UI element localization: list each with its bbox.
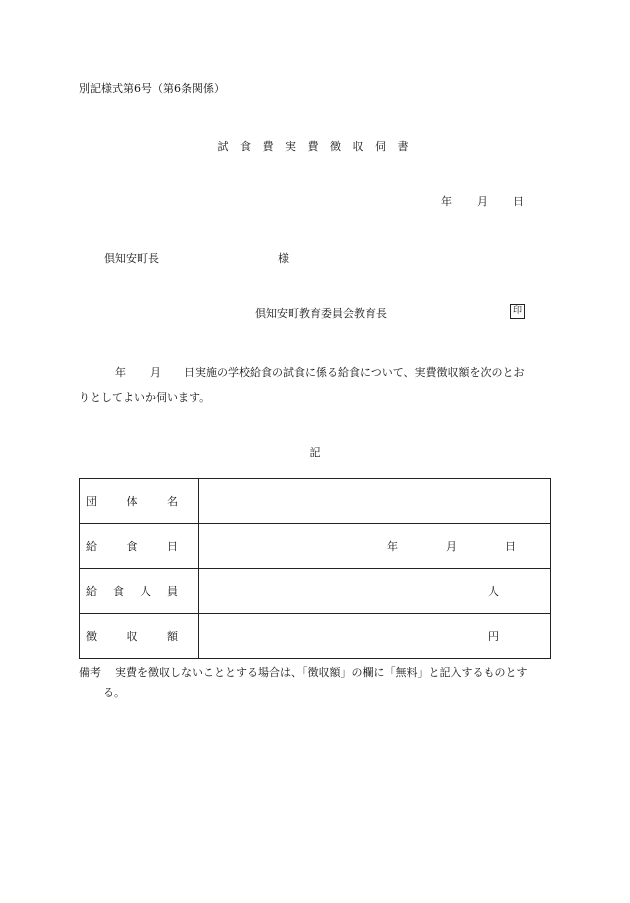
- row-label-char: 日: [167, 540, 178, 553]
- form-reference: 別記様式第6号（第6条関係）: [79, 82, 225, 95]
- row-label-char: 収: [126, 630, 138, 643]
- body-paragraph: [79, 360, 551, 410]
- body-month: 月: [150, 366, 161, 379]
- addressee-honorific: 様: [278, 252, 289, 265]
- document-title: 試 食 費 実 費 徴 収 伺 書: [217, 140, 413, 153]
- row-label: [80, 614, 199, 659]
- table-row: [80, 524, 551, 569]
- body-text-line1: 日実施の学校給食の試食に係る給食について、実費徴収額を次のとお: [184, 366, 525, 379]
- row-label-char: 名: [167, 495, 178, 508]
- row-unit: 円: [488, 630, 499, 643]
- seal-mark: 印: [510, 304, 525, 319]
- date-line: [441, 193, 524, 209]
- row-date-day: 日: [505, 540, 516, 553]
- ki-heading: 記: [309, 446, 321, 459]
- table-row: [80, 479, 551, 524]
- row-label-char: 額: [167, 630, 178, 643]
- row-date-month: 月: [446, 540, 457, 553]
- remark-text-line2: る。: [103, 686, 125, 699]
- table-row: [80, 569, 551, 614]
- row-label-char: 団: [86, 495, 97, 508]
- table-row: [80, 614, 551, 659]
- row-label-char: 食: [126, 540, 138, 553]
- body-text-line2: りとしてよいか伺います。: [79, 391, 211, 404]
- sender-name: 倶知安町教育委員会教育長: [255, 307, 387, 320]
- date-year-label: 年: [441, 195, 452, 208]
- row-label: [80, 524, 199, 569]
- detail-table: [79, 478, 551, 659]
- date-day-label: 日: [513, 195, 524, 208]
- row-label-char: 人: [140, 585, 151, 598]
- remark-note: [79, 663, 551, 703]
- row-label-char: 徴: [86, 630, 97, 643]
- row-label-char: 食: [113, 585, 124, 598]
- row-label-char: 給: [86, 540, 97, 553]
- body-year: 年: [115, 366, 126, 379]
- addressee-name: 倶知安町長: [104, 252, 159, 265]
- date-month-label: 月: [477, 195, 488, 208]
- row-label-char: 員: [167, 585, 178, 598]
- row-value: [199, 569, 551, 614]
- row-value: [199, 614, 551, 659]
- row-label: [80, 569, 199, 614]
- row-label: [80, 479, 199, 524]
- row-label-char: 体: [126, 495, 138, 508]
- row-label-char: 給: [86, 585, 97, 598]
- remark-text-line1: 実費を徴収しないこととする場合は、「徴収額」の欄に「無料」と記入するものとす: [115, 666, 528, 679]
- row-value: [199, 524, 551, 569]
- row-unit: 人: [488, 585, 499, 598]
- row-value: [199, 479, 551, 524]
- row-date-year: 年: [387, 540, 398, 553]
- remark-head: 備考: [79, 666, 101, 679]
